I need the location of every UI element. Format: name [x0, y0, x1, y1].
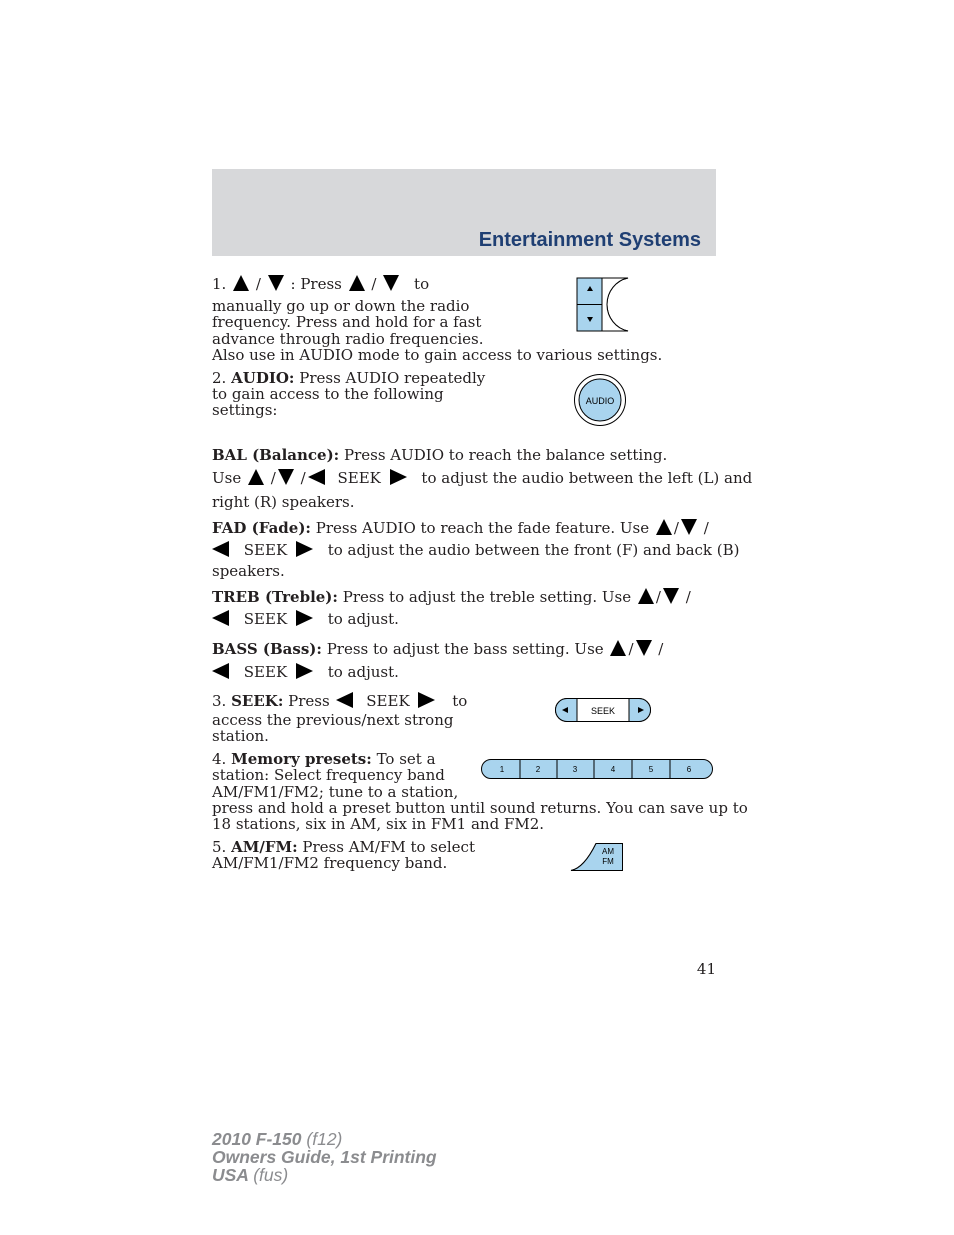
- seek-word: SEEK: [337, 469, 381, 487]
- right-arrow-icon: [296, 610, 313, 626]
- fad-label: FAD (Fade):: [212, 519, 311, 537]
- item3-number: 3.: [212, 692, 227, 710]
- item1-line5: Also use in AUDIO mode to gain access to various settings.: [212, 346, 663, 364]
- footer-model: 2010 F-150: [212, 1129, 302, 1149]
- preset-4-label: 4: [610, 765, 616, 774]
- item5-line2: AM/FM1/FM2 frequency band.: [212, 854, 448, 872]
- footer-model-code: (f12): [306, 1129, 343, 1149]
- left-arrow-icon: [336, 692, 353, 708]
- right-arrow-icon: [296, 663, 313, 679]
- item1-line4: advance through radio frequencies.: [212, 330, 484, 348]
- item3-label: SEEK:: [231, 692, 284, 710]
- slash: /: [628, 640, 634, 658]
- fad-line3: speakers.: [212, 562, 285, 580]
- item1-line3: frequency. Press and hold for a fast: [212, 313, 482, 331]
- up-arrow-icon: [656, 519, 672, 535]
- audio-label: AUDIO: [585, 396, 615, 406]
- seek-word: SEEK: [366, 692, 410, 710]
- am-label: AM: [602, 847, 614, 856]
- slash: /: [685, 588, 691, 606]
- footer-line2: Owners Guide, 1st Printing: [212, 1147, 437, 1167]
- left-arrow-icon: [212, 663, 229, 679]
- down-arrow-icon: [663, 588, 679, 604]
- right-arrow-icon: [390, 469, 407, 485]
- audio-button-illustration: [573, 373, 627, 427]
- bass-line2: [212, 664, 399, 681]
- down-arrow-icon: [383, 275, 399, 291]
- item2-label: AUDIO:: [231, 369, 295, 387]
- section-title: Entertainment Systems: [478, 229, 701, 251]
- preset-1-label: 1: [499, 765, 505, 774]
- item4-line2: station: Select frequency band: [212, 766, 445, 784]
- item3-to: to: [452, 692, 468, 710]
- item1-line2: manually go up or down the radio: [212, 297, 470, 315]
- item4-line5: 18 stations, six in AM, six in FM1 and FM2.: [212, 815, 545, 833]
- document-footer: [212, 1130, 437, 1184]
- bal-label: BAL (Balance):: [212, 446, 340, 464]
- amfm-button-illustration: [570, 842, 624, 872]
- item2-line2: to gain access to the following: [212, 385, 444, 403]
- fad-after: to adjust the audio between the front (F) and back (B): [327, 541, 740, 559]
- down-arrow-icon: [636, 640, 652, 656]
- down-arrow-icon: [681, 519, 697, 535]
- slash: /: [703, 519, 709, 537]
- section-header: [212, 169, 716, 256]
- seek-word: SEEK: [243, 610, 288, 628]
- footer-market-code: (fus): [253, 1165, 289, 1185]
- item5-number: 5.: [212, 838, 227, 856]
- fad-line2: [212, 542, 740, 559]
- treb-after: to adjust.: [327, 610, 399, 628]
- tune-up-down-button-illustration: [576, 277, 630, 333]
- right-arrow-icon: [296, 541, 313, 557]
- slash: /: [300, 469, 306, 487]
- preset-3-label: 3: [572, 765, 578, 774]
- down-arrow-icon: [268, 275, 284, 291]
- item1-to: to: [414, 275, 430, 293]
- item5-label: AM/FM:: [231, 838, 298, 856]
- preset-2-label: 2: [535, 765, 541, 774]
- item2-number: 2.: [212, 369, 227, 387]
- treb-text: Press to adjust the treble setting. Use: [342, 588, 632, 606]
- treb-label: TREB (Treble):: [212, 588, 338, 606]
- up-arrow-icon: [349, 275, 365, 291]
- up-arrow-icon: [638, 588, 654, 604]
- bal-use: Use: [212, 469, 242, 487]
- slash: /: [371, 275, 377, 293]
- slash: /: [655, 588, 661, 606]
- seek-word: SEEK: [243, 663, 288, 681]
- item4-line4: press and hold a preset button until sound returns. You can save up to: [212, 799, 748, 817]
- bal-line1: [212, 447, 667, 464]
- item1-line1: [212, 276, 429, 293]
- bass-text: Press to adjust the bass setting. Use: [326, 640, 604, 658]
- bal-after: to adjust the audio between the left (L) and: [421, 469, 753, 487]
- item2-line3: settings:: [212, 401, 278, 419]
- footer-line1: [212, 1130, 437, 1148]
- bal-text: Press AUDIO to reach the balance setting.: [344, 446, 668, 464]
- item3-line1: [212, 693, 467, 710]
- preset-buttons-illustration: [481, 759, 713, 779]
- bal-line2: [212, 470, 752, 487]
- slash: /: [673, 519, 679, 537]
- fad-text: Press AUDIO to reach the fade feature. Use: [315, 519, 650, 537]
- left-arrow-icon: [212, 541, 229, 557]
- item4-text: To set a: [376, 750, 436, 768]
- seek-button-illustration: [555, 698, 651, 722]
- up-arrow-icon: [233, 275, 249, 291]
- item1-number: 1.: [212, 275, 227, 293]
- up-arrow-icon: [248, 469, 264, 485]
- item2-text: Press AUDIO repeatedly: [299, 369, 486, 387]
- up-arrow-icon: [610, 640, 626, 656]
- item3-line2: access the previous/next strong: [212, 711, 454, 729]
- item4-label: Memory presets:: [231, 750, 372, 768]
- fad-line1: [212, 520, 709, 537]
- bal-line3: right (R) speakers.: [212, 493, 355, 511]
- fm-label: FM: [602, 857, 614, 866]
- down-arrow-icon: [278, 469, 294, 485]
- page-number: 41: [696, 960, 716, 978]
- item4-number: 4.: [212, 750, 227, 768]
- item3-line3: station.: [212, 727, 269, 745]
- footer-line3: [212, 1166, 437, 1184]
- item4-line3: AM/FM1/FM2; tune to a station,: [212, 783, 459, 801]
- bass-after: to adjust.: [327, 663, 399, 681]
- seek-word: SEEK: [243, 541, 288, 559]
- treb-line1: [212, 589, 691, 606]
- item5-text: Press AM/FM to select: [302, 838, 475, 856]
- slash: /: [270, 469, 276, 487]
- preset-6-label: 6: [686, 765, 692, 774]
- preset-5-label: 5: [648, 765, 654, 774]
- seek-label: SEEK: [590, 706, 616, 716]
- slash: /: [255, 275, 261, 293]
- slash: /: [658, 640, 664, 658]
- left-arrow-icon: [308, 469, 325, 485]
- right-arrow-icon: [418, 692, 435, 708]
- bass-line1: [212, 641, 663, 658]
- footer-market: USA: [212, 1165, 249, 1185]
- bass-label: BASS (Bass):: [212, 640, 322, 658]
- left-arrow-icon: [212, 610, 229, 626]
- item3-press: Press: [288, 692, 330, 710]
- item1-press: : Press: [290, 275, 342, 293]
- treb-line2: [212, 611, 399, 628]
